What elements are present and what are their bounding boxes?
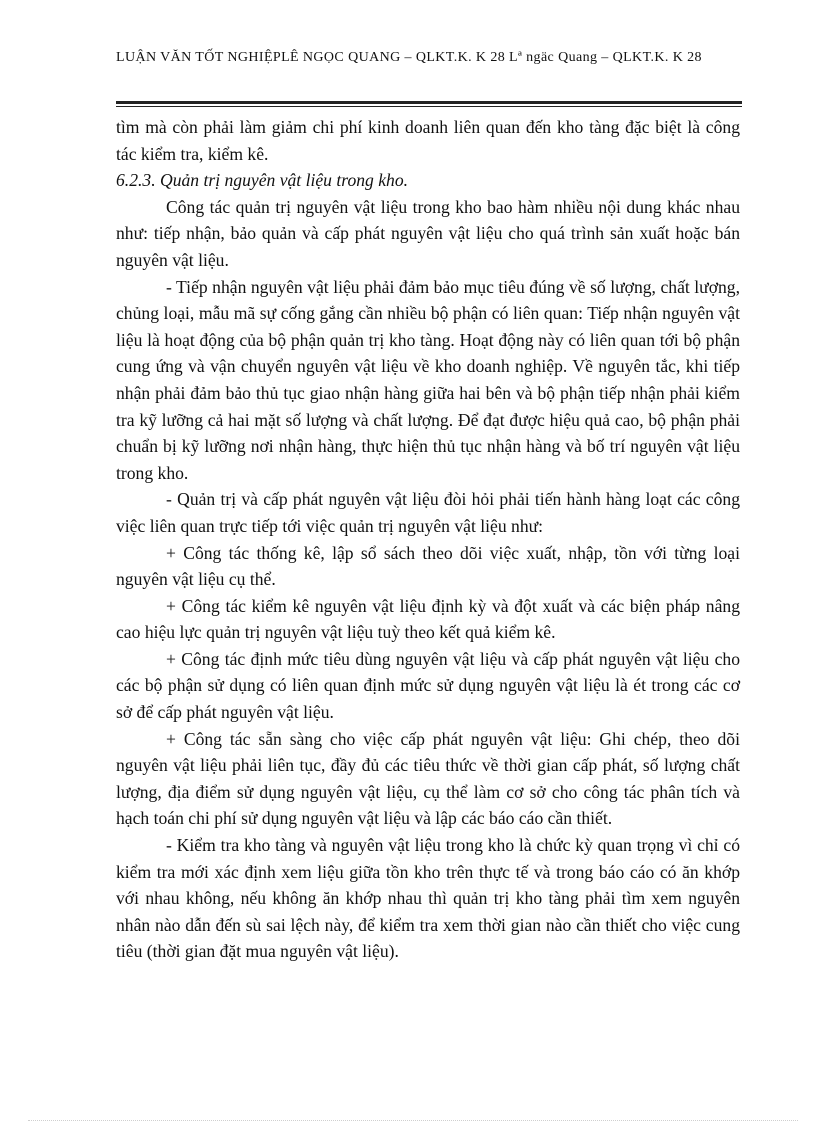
paragraph-continuation: tìm mà còn phải làm giảm chi phí kinh doanh liên quan đến kho tàng đặc biệt là công tác kiểm tra, kiểm kê. [116,117,740,164]
list-item-statistics: + Công tác thống kê, lập sổ sách theo dõi việc xuất, nhập, tồn với từng loại nguyên vật liệu cụ thể. [116,542,740,590]
header-rule-thick [116,101,742,104]
list-item-readiness: + Công tác sẵn sàng cho việc cấp phát nguyên vật liệu: Ghi chép, theo dõi nguyên vật liệu phải liên tục, đầy đủ các tiêu thức về thời gian cấp phát, số lượng chất lượng, địa điểm sử dụng nguyên vật liệu, cụ thể làm cơ sở cho công tác phân tích và hạch toán chi phí sử dụng nguyên vật liệu và lập các báo cáo cần thiết. [116,728,740,829]
page-bottom-border [28,1120,798,1121]
list-item-inventory: + Công tác kiểm kê nguyên vật liệu định kỳ và đột xuất và các biện pháp nâng cao hiệu lực quản trị nguyên vật liệu tuỳ theo kết quả kiểm kê. [116,595,740,643]
list-item-norms: + Công tác định mức tiêu dùng nguyên vật liệu và cấp phát nguyên vật liệu cho các bộ phận sử dụng có liên quan định mức sử dụng nguyên vật liệu là ét trong các cơ sở để cấp phát nguyên vật liệu. [116,648,740,723]
paragraph-management: - Quản trị và cấp phát nguyên vật liệu đòi hỏi phải tiến hành hàng loạt các công việc liên quan trực tiếp tới việc quản trị nguyên vật liệu như: [116,489,740,536]
paragraph-intro: Công tác quản trị nguyên vật liệu trong kho bao hàm nhiều nội dung khác nhau như: tiếp nhận, bảo quản và cấp phát nguyên vật liệu cho quá trình sản xuất hoặc bán nguyên vật liệu. [116,196,740,270]
section-heading: 6.2.3. Quản trị nguyên vật liệu trong kho. [116,170,409,191]
paragraph-receiving: - Tiếp nhận nguyên vật liệu phải đảm bảo mục tiêu đúng về số lượng, chất lượng, chủng loại, mẫu mã sự cống gắng cần nhiều bộ phận có liên quan: Tiếp nhận nguyên vật liệu là hoạt động của bộ phận quản trị kho tàng. Hoạt động này có liên quan tới bộ phận cung ứng và vận chuyển nguyên vật liệu về kho doanh nghiệp. Về nguyên tắc, khi tiếp nhận phải đảm bảo thủ tục giao nhận hàng giữa hai bên và bộ phận tiếp nhận phải kiểm tra kỹ lưỡng cả hai mặt số lượng và chất lượng. Để đạt được hiệu quả cao, bộ phận phải chuẩn bị kỹ lưỡng nơi nhận hàng, thực hiện thủ tục nhận hàng và bố trí nguyên vật liệu trong kho. [116,276,740,483]
header-rule-thin [116,106,742,107]
document-body [116,114,740,965]
paragraph-inspection: - Kiểm tra kho tàng và nguyên vật liệu trong kho là chức kỳ quan trọng vì chỉ có kiểm tra mới xác định xem liệu giữa tồn kho trên thực tế và trong báo cáo có ăn khớp với nhau không, nếu không ăn khớp nhau thì quản trị kho tàng phải tìm xem nguyên nhân nào dẫn đến sù sai lệch này, để kiểm tra xem thời gian nào cần thiết cho việc cung tiêu (thời gian đặt mua nguyên vật liệu). [116,835,740,962]
page-header: LUẬN VĂN TỐT NGHIỆPLÊ NGỌC QUANG – QLKT.K. K 28 Lª ngäc Quang – QLKT.K. K 28 [116,50,702,65]
